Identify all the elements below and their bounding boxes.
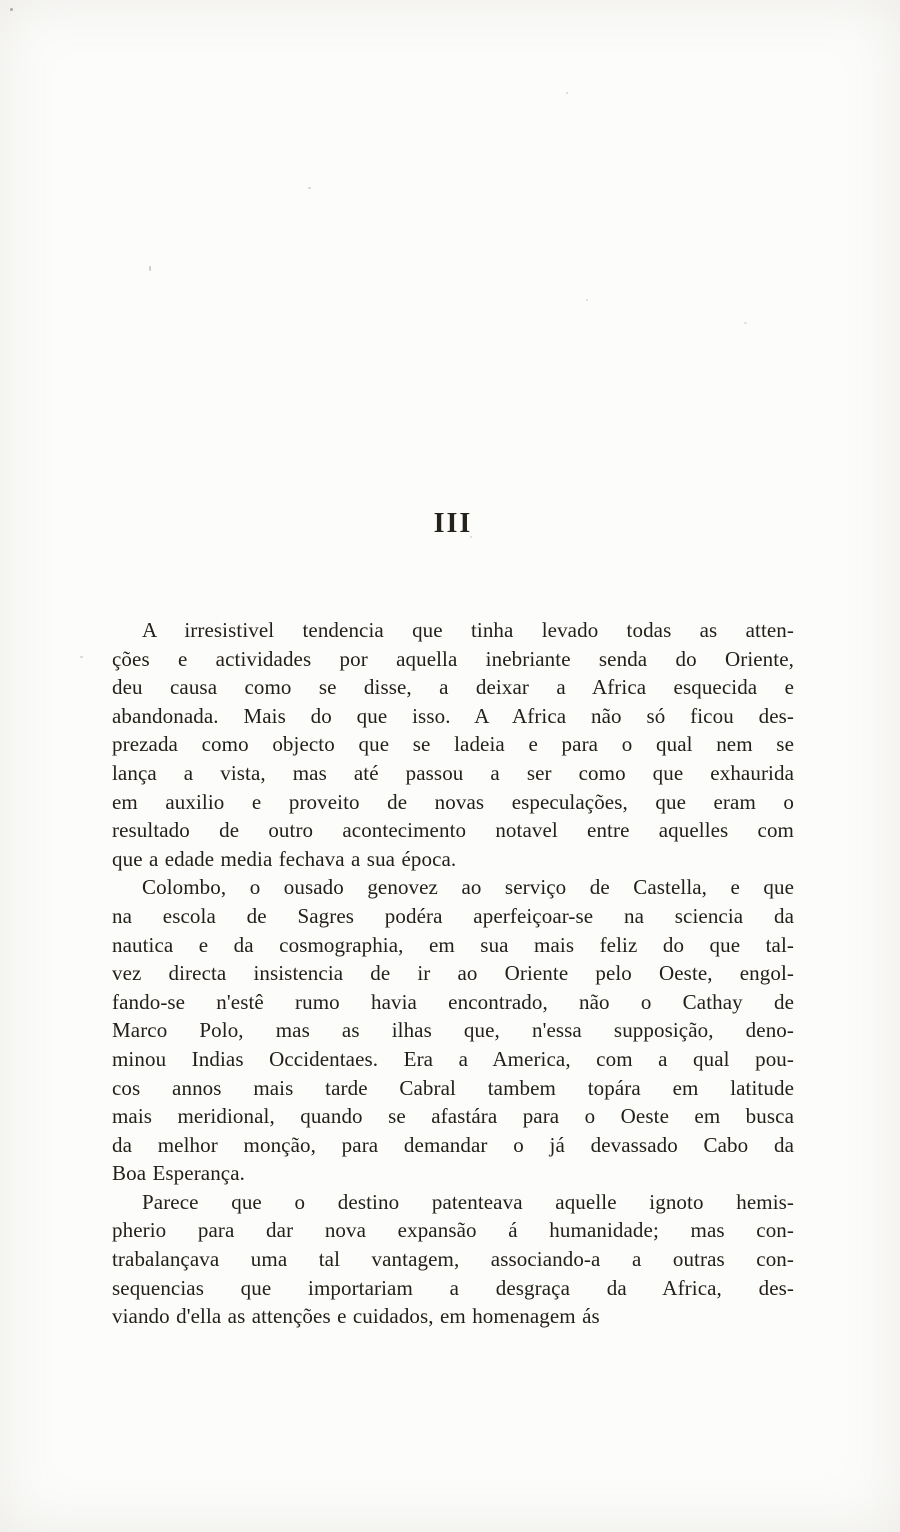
text-line: mais meridional, quando se afastára para o Oeste em busca	[112, 1104, 794, 1129]
text-line: viando d'ella as attenções e cuidados, em homenagem ás	[112, 1304, 600, 1329]
text-line: em auxilio e proveito de novas especulações, que eram o	[112, 789, 794, 814]
text-line: fando-se n'estê rumo havia encontrado, não o Cathay de	[112, 989, 794, 1014]
text-line: que a edade media fechava a sua época.	[112, 846, 457, 871]
text-line: cos annos mais tarde Cabral tambem topára em latitude	[112, 1075, 794, 1100]
text-line: Parece que o destino patenteava aquelle ignoto hemis-	[142, 1189, 794, 1214]
text-line: vez directa insistencia de ir ao Oriente pelo Oeste, engol-	[112, 961, 794, 986]
paragraph	[112, 873, 794, 1188]
chapter-heading: III	[433, 508, 473, 539]
paragraph	[112, 1188, 794, 1331]
text-line: na escola de Sagres podéra aperfeiçoar-se na sciencia da	[112, 903, 794, 928]
scan-speck	[308, 187, 311, 189]
scan-speck	[149, 266, 151, 271]
scan-speck	[566, 92, 568, 94]
text-line: Marco Polo, mas as ilhas que, n'essa supposição, deno-	[112, 1018, 794, 1043]
text-line: abandonada. Mais do que isso. A Africa não só ficou des-	[112, 703, 794, 728]
paragraph	[112, 616, 794, 873]
scan-speck	[586, 299, 588, 301]
text-line: trabalançava uma tal vantagem, associando-a a outras con-	[112, 1247, 794, 1272]
text-line: A irresistivel tendencia que tinha levado todas as atten-	[142, 618, 794, 642]
scan-speck	[80, 656, 83, 658]
text-line: deu causa como se disse, a deixar a Africa esquecida e	[112, 675, 794, 700]
text-line: pherio para dar nova expansão á humanidade; mas con-	[112, 1218, 794, 1243]
text-line: nautica e da cosmographia, em sua mais feliz do que tal-	[112, 932, 794, 957]
scan-speck	[744, 322, 747, 324]
text-line: sequencias que importariam a desgraça da Africa, des-	[112, 1275, 794, 1300]
text-line: ções e actividades por aquella inebriante senda do Oriente,	[112, 646, 794, 671]
text-line: minou Indias Occidentaes. Era a America, com a qual pou-	[112, 1046, 794, 1071]
text-line: prezada como objecto que se ladeia e para o qual nem se	[112, 732, 794, 757]
text-line: Colombo, o ousado genovez ao serviço de Castella, e que	[142, 875, 794, 900]
text-block	[112, 616, 794, 1331]
text-line: Boa Esperança.	[112, 1161, 246, 1186]
scan-speck	[10, 8, 13, 11]
text-line: lança a vista, mas até passou a ser como que exhaurida	[112, 760, 794, 785]
text-line: da melhor monção, para demandar o já devassado Cabo da	[112, 1132, 794, 1157]
text-line: resultado de outro acontecimento notavel entre aquelles com	[112, 818, 794, 843]
